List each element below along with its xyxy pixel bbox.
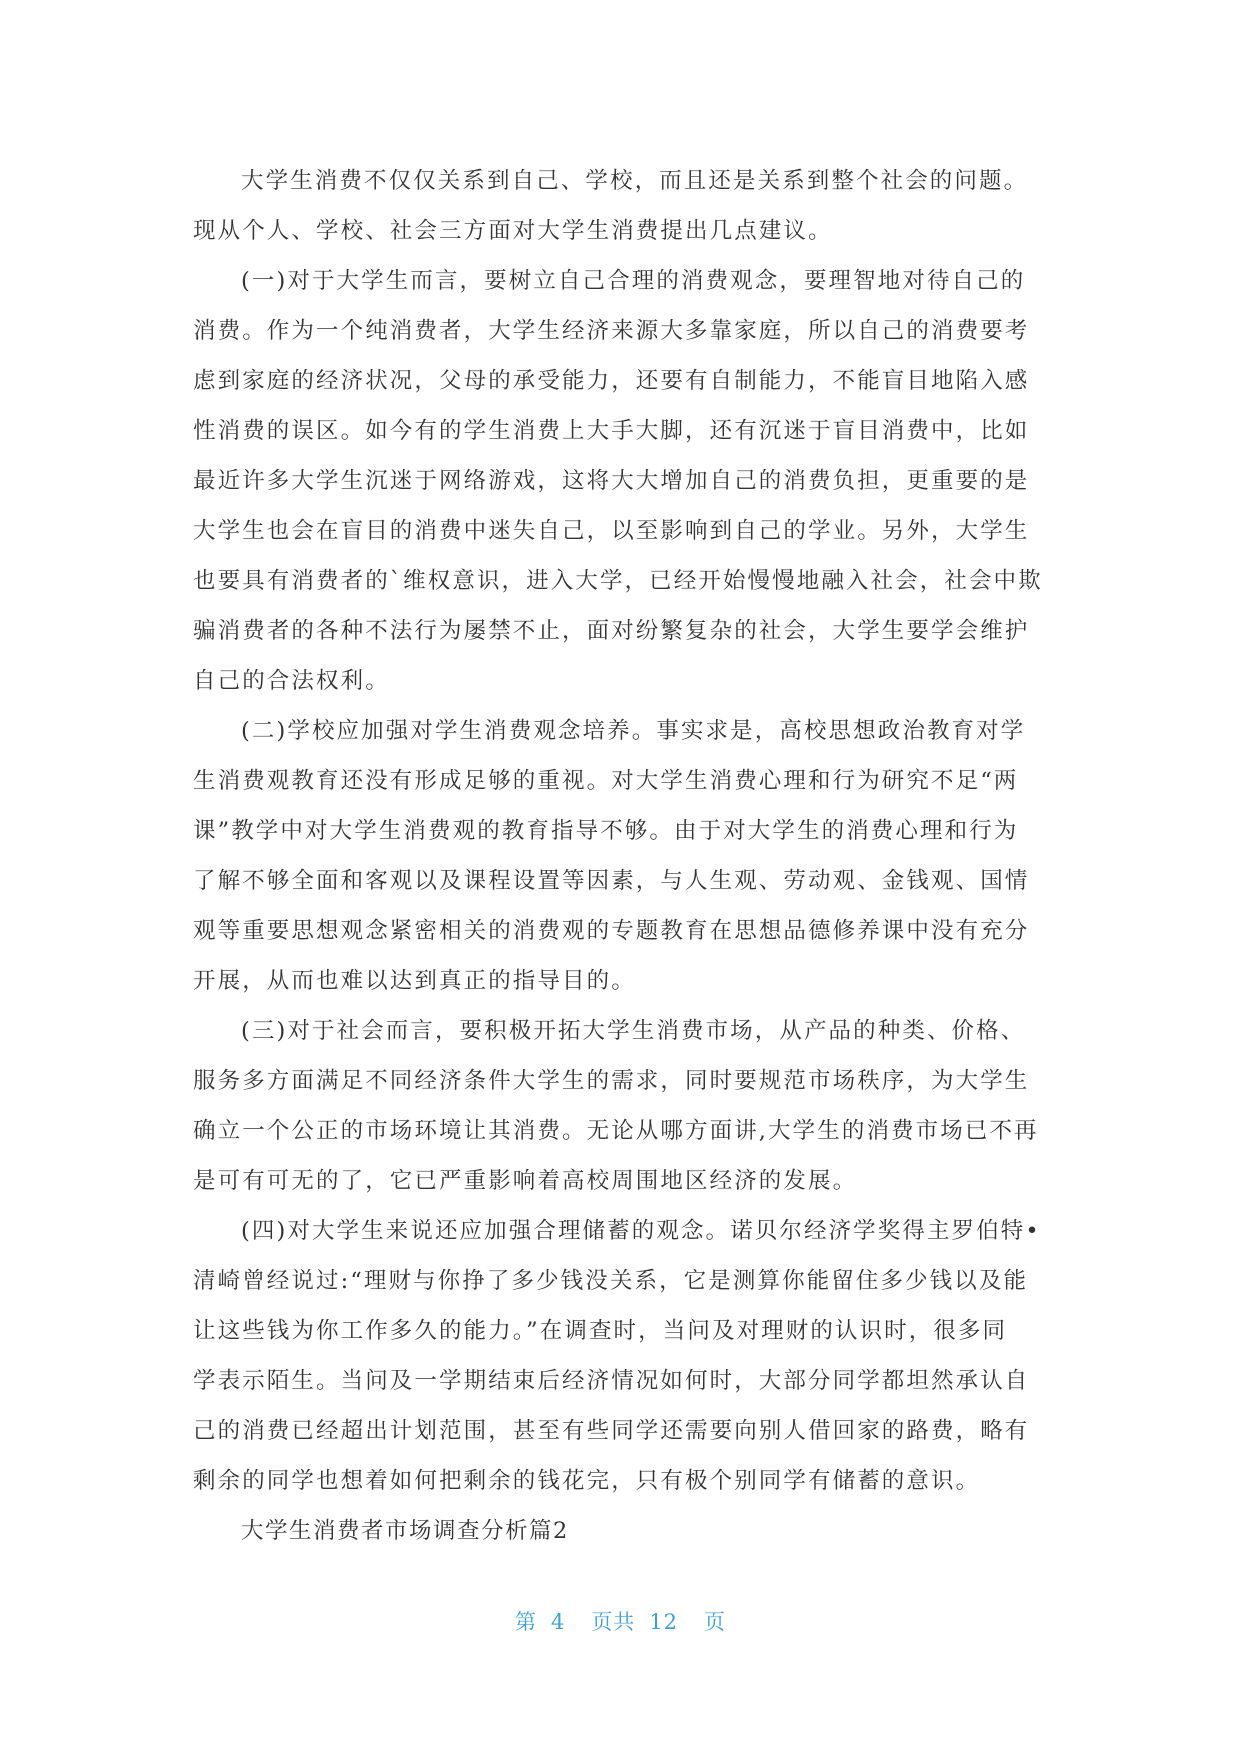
text-line: (二)学校应加强对学生消费观念培养。事实求是，高校思想政治教育对学 xyxy=(241,718,1026,744)
text-line: 也要具有消费者的`维权意识，进入大学，已经开始慢慢地融入社会，社会中欺 xyxy=(193,568,1043,594)
paragraph-point-2 xyxy=(193,706,1053,1006)
text-line: 让这些钱为你工作多久的能力。”在调查时，当问及对理财的认识时，很多同 xyxy=(193,1318,1008,1344)
text-line: 大学生消费不仅仅关系到自己、学校，而且还是关系到整个社会的问题。 xyxy=(241,168,1029,194)
footer-prefix: 第 xyxy=(514,1610,537,1634)
text-line: 己的消费已经超出计划范围，甚至有些同学还需要向别人借回家的路费，略有 xyxy=(193,1418,1030,1444)
text-line: 虑到家庭的经济状况，父母的承受能力，还要有自制能力，不能盲目地陷入感 xyxy=(193,368,1030,394)
document-body xyxy=(193,156,1053,1556)
footer-suffix: 页 xyxy=(704,1610,727,1634)
paragraph-point-4 xyxy=(193,1206,1053,1506)
text-line: 服务多方面满足不同经济条件大学生的需求，同时要规范市场秩序，为大学生 xyxy=(193,1068,1030,1094)
text-line: (四)对大学生来说还应加强合理储蓄的观念。诺贝尔经济学奖得主罗伯特• xyxy=(241,1218,1041,1244)
text-line: 现从个人、学校、社会三方面对大学生消费提出几点建议。 xyxy=(193,218,833,244)
text-line: 性消费的误区。如今有的学生消费上大手大脚，还有沉迷于盲目消费中，比如 xyxy=(193,418,1030,444)
text-line: 学表示陌生。当问及一学期结束后经济情况如何时，大部分同学都坦然承认自 xyxy=(193,1368,1030,1394)
text-line: 课”教学中对大学生消费观的教育指导不够。由于对大学生的消费心理和行为 xyxy=(193,818,1019,844)
text-line: 生消费观教育还没有形成足够的重视。对大学生消费心理和行为研究不足“两 xyxy=(193,768,1019,794)
text-line: 是可有可无的了，它已严重影响着高校周围地区经济的发展。 xyxy=(193,1168,858,1194)
text-line: 清崎曾经说过:“理财与你挣了多少钱没关系，它是测算你能留住多少钱以及能 xyxy=(193,1268,1029,1294)
footer-current-page: 4 xyxy=(550,1610,566,1634)
paragraph-intro xyxy=(193,156,1053,256)
text-line: (三)对于社会而言，要积极开拓大学生消费市场，从产品的种类、价格、 xyxy=(241,1018,1026,1044)
section-heading: 大学生消费者市场调查分析篇2 xyxy=(241,1518,569,1544)
text-line: 观等重要思想观念紧密相关的消费观的专题教育在思想品德修养课中没有充分 xyxy=(193,918,1030,944)
text-line: 自己的合法权利。 xyxy=(193,668,390,694)
text-line: 骗消费者的各种不法行为屡禁不止，面对纷繁复杂的社会，大学生要学会维护 xyxy=(193,618,1030,644)
text-line: (一)对于大学生而言，要树立自己合理的消费观念，要理智地对待自己的 xyxy=(241,268,1026,294)
text-line: 最近许多大学生沉迷于网络游戏，这将大大增加自己的消费负担，更重要的是 xyxy=(193,468,1030,494)
page-footer xyxy=(0,1606,1241,1636)
text-line: 消费。作为一个纯消费者，大学生经济来源大多靠家庭，所以自己的消费要考 xyxy=(193,318,1030,344)
text-line: 了解不够全面和客观以及课程设置等因素，与人生观、劳动观、金钱观、国情 xyxy=(193,868,1030,894)
text-line: 剩余的同学也想着如何把剩余的钱花完，只有极个别同学有储蓄的意识。 xyxy=(193,1468,981,1494)
text-line: 开展，从而也难以达到真正的指导目的。 xyxy=(193,968,636,994)
footer-total-pages: 12 xyxy=(649,1610,679,1634)
paragraph-point-3 xyxy=(193,1006,1053,1206)
text-line: 确立一个公正的市场环境让其消费。无论从哪方面讲,大学生的消费市场已不再 xyxy=(193,1118,1039,1144)
paragraph-point-1 xyxy=(193,256,1053,706)
text-line: 大学生也会在盲目的消费中迷失自己，以至影响到自己的学业。另外，大学生 xyxy=(193,518,1030,544)
footer-middle: 页共 xyxy=(591,1610,636,1634)
